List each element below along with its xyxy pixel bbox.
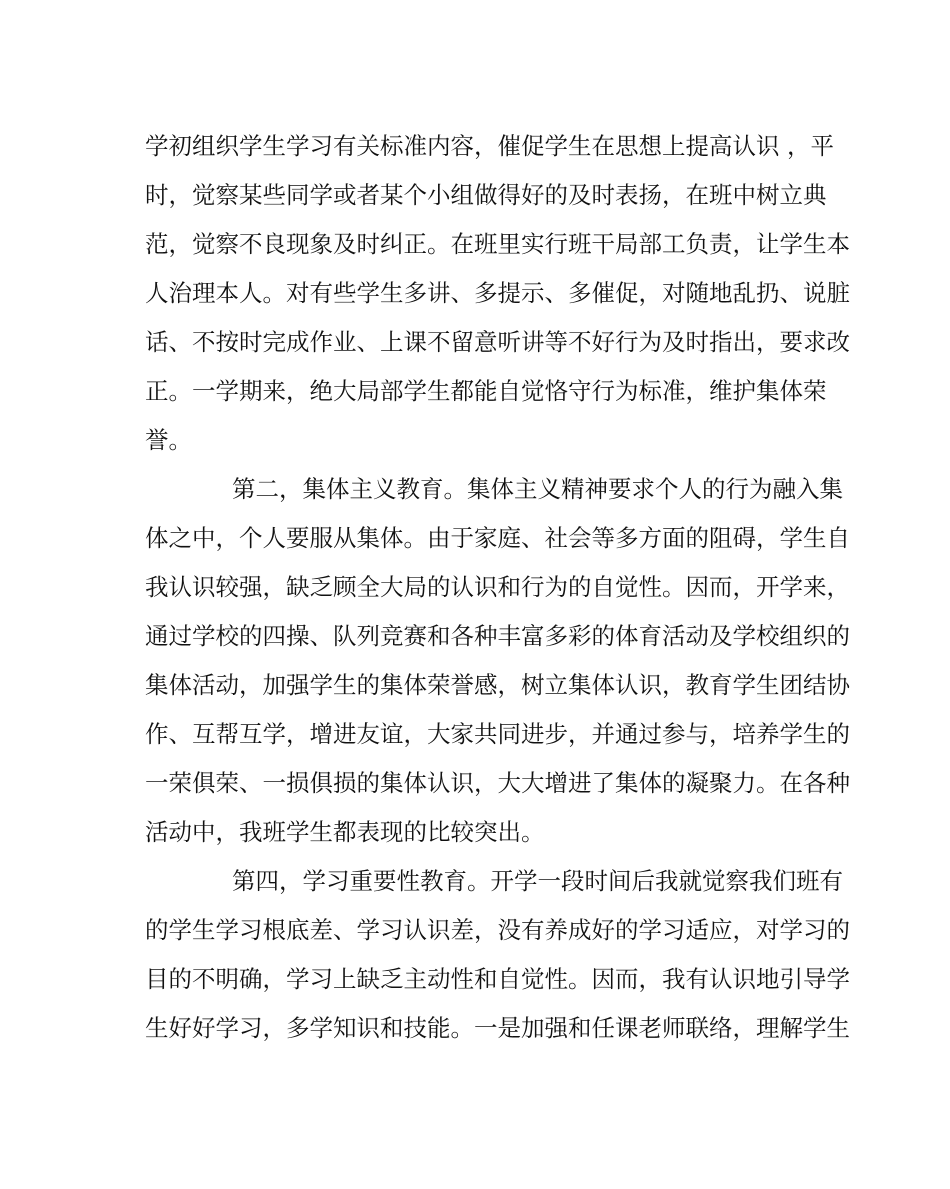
text-line: 集体活动，加强学生的集体荣誉感，树立集体认识，教育学生团结协: [145, 671, 850, 699]
text-line: 我认识较强，缺乏顾全大局的认识和行为的自觉性。因而，开学来，: [145, 573, 850, 601]
text-line: 通过学校的四操、队列竞赛和各种丰富多彩的体育活动及学校组织的: [145, 622, 850, 650]
text-line: 作、互帮互学，增进友谊，大家共同进步，并通过参与，培养学生的: [145, 720, 850, 748]
text-line: 时，觉察某些同学或者某个小组做得好的及时表扬，在班中树立典: [145, 181, 827, 209]
text-line: 第二，集体主义教育。集体主义精神要求个人的行为融入集: [232, 475, 843, 503]
text-line: 生好好学习，多学知识和技能。一是加强和任课老师联络，理解学生: [145, 1014, 850, 1042]
text-line: 体之中，个人要服从集体。由于家庭、社会等多方面的阻碍，学生自: [145, 524, 850, 552]
text-line: 的学生学习根底差、学习认识差，没有养成好的学习适应，对学习的: [145, 916, 850, 944]
text-line: 学初组织学生学习有关标准内容，催促学生在思想上提高认识 ，平: [145, 132, 834, 160]
text-line: 第四，学习重要性教育。开学一段时间后我就觉察我们班有: [232, 867, 843, 895]
text-line: 正。一学期来，绝大局部学生都能自觉恪守行为标准，维护集体荣: [145, 377, 827, 405]
text-line: 一荣俱荣、一损俱损的集体认识，大大增进了集体的凝聚力。在各种: [145, 769, 850, 797]
text-line: 话、不按时完成作业、上课不留意听讲等不好行为及时指出，要求改: [145, 328, 850, 356]
text-line: 范，觉察不良现象及时纠正。在班里实行班干局部工负责，让学生本: [145, 230, 850, 258]
text-line: 人治理本人。对有些学生多讲、多提示、多催促，对随地乱扔、说脏: [145, 279, 850, 307]
text-line: 誉。: [145, 426, 192, 454]
text-line: 活动中，我班学生都表现的比较突出。: [145, 818, 545, 846]
text-line: 目的不明确，学习上缺乏主动性和自觉性。因而，我有认识地引导学: [145, 965, 850, 993]
